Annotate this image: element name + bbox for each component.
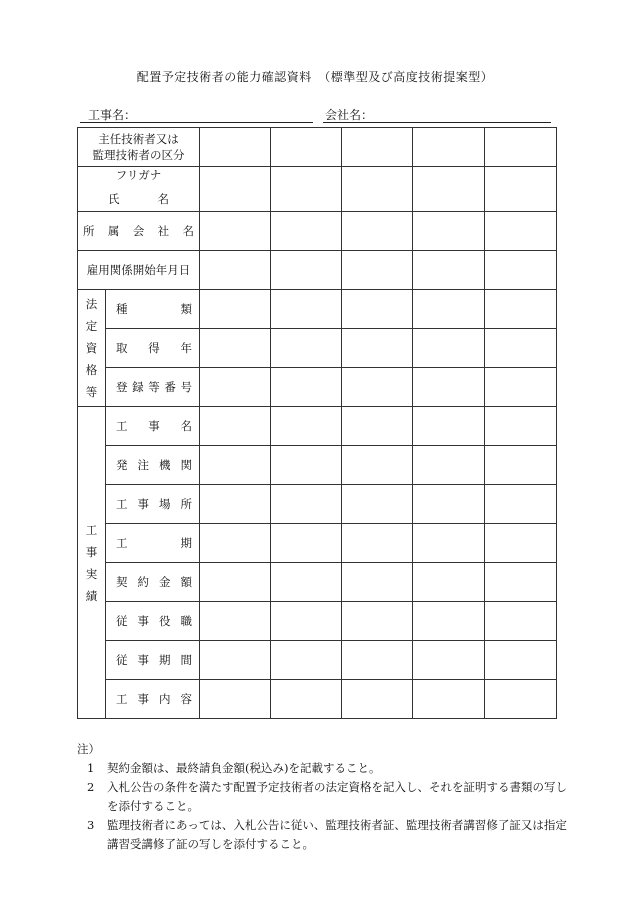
table-cell[interactable] [271,602,342,641]
table-cell[interactable] [200,167,271,212]
table-cell[interactable] [413,128,485,167]
table-cell[interactable] [200,524,271,563]
project-name-line [80,122,313,123]
table-row [78,680,557,719]
table-cell[interactable] [413,290,485,329]
table-cell[interactable] [271,212,342,251]
table-cell[interactable] [342,563,413,602]
table-cell[interactable] [342,167,413,212]
note-item: 1 契約金額は、最終請負金額(税込み)を記載すること。 [87,761,381,775]
table-cell[interactable] [413,212,485,251]
table-cell[interactable] [271,128,342,167]
table-cell[interactable] [485,329,557,368]
table-cell[interactable] [200,407,271,446]
table-cell[interactable] [413,641,485,680]
table-cell[interactable] [200,485,271,524]
table-cell[interactable] [413,485,485,524]
table-row [78,290,557,329]
table-row [78,329,557,368]
table-cell[interactable] [271,446,342,485]
table-cell[interactable] [200,446,271,485]
table-cell[interactable] [413,680,485,719]
table-cell[interactable] [413,329,485,368]
table-row [78,212,557,251]
table-cell[interactable] [485,167,557,212]
table-cell[interactable] [485,251,557,290]
row-label-work-period: 工 期 [106,524,200,563]
table-cell[interactable] [413,563,485,602]
table-cell[interactable] [485,641,557,680]
row-label-work-name: 工 事 名 [106,407,200,446]
row-label-name: フリガナ 氏 名 [78,167,200,212]
table-cell[interactable] [271,167,342,212]
row-label-legal-kind: 種 類 [106,290,200,329]
row-label-affiliation: 所 属 会 社 名 [78,212,200,251]
table-cell[interactable] [485,680,557,719]
table-row [78,407,557,446]
table-row [78,446,557,485]
table-cell[interactable] [200,128,271,167]
table-row [78,524,557,563]
table-row [78,563,557,602]
table-cell[interactable] [413,368,485,407]
table-cell[interactable] [485,368,557,407]
table-cell[interactable] [485,290,557,329]
table-cell[interactable] [342,329,413,368]
row-label-work-place: 工 事 場 所 [106,485,200,524]
table-cell[interactable] [342,641,413,680]
row-label-chief: 主任技術者又は 監理技術者の区分 [78,128,200,167]
table-cell[interactable] [342,524,413,563]
row-label-work-orderer: 発 注 機 関 [106,446,200,485]
table-cell[interactable] [342,680,413,719]
table-row [78,368,557,407]
row-label-work-term: 従 事 期 間 [106,641,200,680]
table-row [78,641,557,680]
table-cell[interactable] [271,641,342,680]
table-cell[interactable] [342,602,413,641]
table-row [78,128,557,167]
row-label-work-amount: 契 約 金 額 [106,563,200,602]
group-label-legal: 法 定 資 格 等 [78,290,106,407]
table-cell[interactable] [271,524,342,563]
table-cell[interactable] [485,602,557,641]
table-cell[interactable] [342,212,413,251]
table-cell[interactable] [485,446,557,485]
table-row [78,602,557,641]
row-label-employment: 雇用関係開始年月日 [78,251,200,290]
table-cell[interactable] [413,446,485,485]
table-cell[interactable] [342,407,413,446]
table-cell[interactable] [200,251,271,290]
row-label-work-content: 工 事 内 容 [106,680,200,719]
note-item: 2 入札公告の条件を満たす配置予定技術者の法定資格を記入し、それを証明する書類の写しを添付すること。 [87,780,567,813]
table-cell[interactable] [413,167,485,212]
table-cell[interactable] [413,602,485,641]
table-cell[interactable] [271,290,342,329]
table-cell[interactable] [271,485,342,524]
project-name-label: 工事名： [88,108,137,122]
table-cell[interactable] [485,524,557,563]
table-cell[interactable] [485,212,557,251]
table-cell[interactable] [200,329,271,368]
row-label-work-role: 従 事 役 職 [106,602,200,641]
table-cell[interactable] [485,407,557,446]
table-cell[interactable] [200,563,271,602]
table-cell[interactable] [485,485,557,524]
table-cell[interactable] [271,368,342,407]
table-cell[interactable] [271,563,342,602]
row-label-legal-year: 取 得 年 [106,329,200,368]
table-cell[interactable] [342,251,413,290]
table-cell[interactable] [485,128,557,167]
table-cell[interactable] [271,251,342,290]
table-row [78,485,557,524]
document-title: 配置予定技術者の能力確認資料 （標準型及び高度技術提案型） [136,70,494,84]
company-name-line [323,122,551,123]
table-cell[interactable] [200,602,271,641]
company-name-label: 会社名： [325,108,374,122]
table-cell[interactable] [200,641,271,680]
table-cell[interactable] [342,128,413,167]
table-row [78,167,557,212]
table-cell[interactable] [485,563,557,602]
table-cell[interactable] [200,680,271,719]
notes-heading: 注） [77,742,100,756]
table-cell[interactable] [342,446,413,485]
capability-table [77,127,557,719]
table-cell[interactable] [200,212,271,251]
table-cell[interactable] [342,368,413,407]
table-row [78,251,557,290]
table-cell[interactable] [200,290,271,329]
table-cell[interactable] [413,524,485,563]
notes-section [77,740,567,854]
table-cell[interactable] [271,329,342,368]
group-label-work: 工 事 実 績 [78,407,106,719]
note-item: 3 監理技術者にあっては、入札公告に従い、監理技術者証、監理技術者講習修了証又は指定講習受講修了証の写しを添付すること。 [87,818,567,851]
table-cell[interactable] [271,407,342,446]
table-cell[interactable] [271,680,342,719]
table-cell[interactable] [342,290,413,329]
table-cell[interactable] [413,407,485,446]
table-cell[interactable] [413,251,485,290]
table-cell[interactable] [342,485,413,524]
row-label-legal-reg: 登 録 等 番 号 [106,368,200,407]
table-cell[interactable] [200,368,271,407]
